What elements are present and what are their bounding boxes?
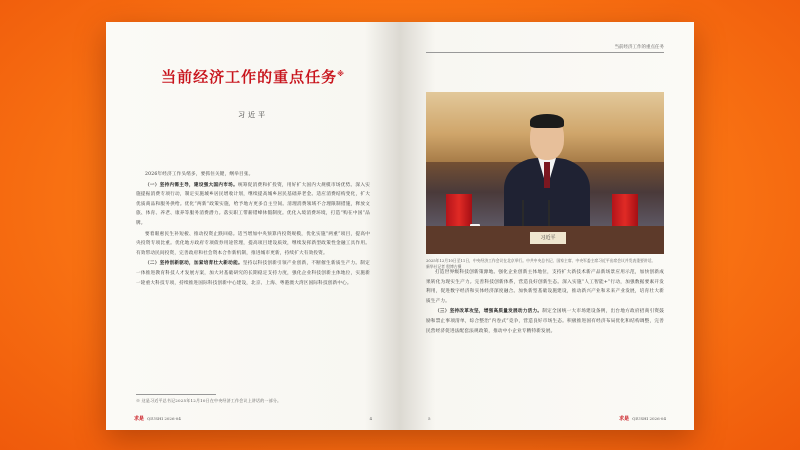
speaker-figure [504,116,588,232]
article-photo [426,92,664,254]
nameplate: 习近平 [530,232,566,244]
article-title: 当前经济工作的重点任务※ [161,68,345,86]
section-heading: （三）坚持改革攻坚，增强高质量发展动力活力。 [435,309,543,315]
page-number: 5 [428,416,431,421]
paragraph: （三）坚持改革攻坚，增强高质量发展动力活力。制定全国统一大市场建设条例，出台地方政府招商引资鼓励和禁止事项清单，综合整治“内卷式”竞争，营造良好市场生态。积极推进国有经济布局优化和结构调整，完善民营经济促进法配套法规政策，推动中小企业专精特新发展。 [426,309,664,334]
section-heading: （一）坚持内需主导，建设强大国内市场。 [145,182,238,188]
page-number: 4 [369,416,372,421]
footnote: ※ 这是习近平总书记2025年12月10日在中央经济工作会议上讲话的一部分。 [136,398,282,403]
right-footer [428,415,666,422]
header-rule [426,52,664,53]
left-page [106,22,400,430]
paragraph: （二）坚持创新驱动，加紧培育壮大新动能。坚持以科技创新引领产业创新，不断催生新质生产力。制定一体推进教育科技人才发展方案，加大对基础研究的长期稳定支持力度，强化企业科技创新主体地位，实施新一轮重大科技专项，持续推进国际科技创新中心建设，北京、上海、粤港澳大湾区国际科技创新中心。 [136,261,370,286]
section-heading: （二）坚持创新驱动，加紧培育壮大新动能。 [145,261,243,267]
title-footnote-mark: ※ [337,70,345,78]
hair [530,114,564,128]
footer-brand: 求是 [134,416,145,422]
right-body-text [426,268,664,337]
paragraph: 打造世界级科技创新策源地。强化企业创新主体地位，支持扩大新技术新产品新场景应用示范，加快创新成果转化为现实生产力。完善科技创新体系，营造良好创新生态。深入实施“人工智能+”行动，加强数据要素开发利用，促进数字经济和实体经济深度融合。加快新型基础设施建设，推动新兴产业和未来产业发展，培育壮大新质生产力。 [426,270,664,304]
article-author: 习近平 [238,111,268,119]
paragraph: 2026年经济工作头绪多，要抓住关键，纲举目张。 [145,172,254,177]
right-page [400,22,694,430]
footer-masthead [619,415,666,422]
magazine-spread [106,22,694,430]
tie [544,162,550,188]
footer-issue: QIUSHI 2026·04 [632,416,666,421]
running-head: 当前经济工作的重点任务 [614,45,664,50]
left-body-text [136,170,370,289]
paragraph: （一）坚持内需主导，建设强大国内市场。统筹促消费和扩投资，用好扩大国内大规模市场优势。深入实施提振消费专项行动，制定实施城乡居民增收计划，继续提高城乡居民基础养老金。适应消费结构变化，扩大优质商品和服务供给。优化“两新”政策实施，给予地方更多自主空间。清理消费领域不合理限制措施，释放文旅、体育、养老、康养等服务消费潜力。落实职工带薪错峰休假制度。优化入境消费环境，打造“购在中国”品牌。 [136,182,371,226]
paragraph: 要着眼惠民生补短板、推动投资止跌回稳。适当增加中央预算内投资规模，优化实施“两重”项目，提高中央投资专项比重。优化地方政府专项债券用途管理，提高项目建设质效，继续发挥新型政策性金融工具作用。有效带动民间投资，完善政府和社会资本合作新机制，推进城市更新，持续扩大有效投资。 [136,231,370,256]
footer-brand: 求是 [619,416,630,422]
left-footer [134,415,372,422]
photo-caption: 2025年12月10日至11日，中央经济工作会议在北京举行。中共中央总书记、国家主席、中央军委主席习近平出席会议并发表重要讲话。 新华社记者 殷博古摄 [426,258,663,269]
footnote-rule [136,394,216,395]
footer-issue: QIUSHI 2026·04 [147,416,181,421]
footer-masthead [134,415,181,422]
